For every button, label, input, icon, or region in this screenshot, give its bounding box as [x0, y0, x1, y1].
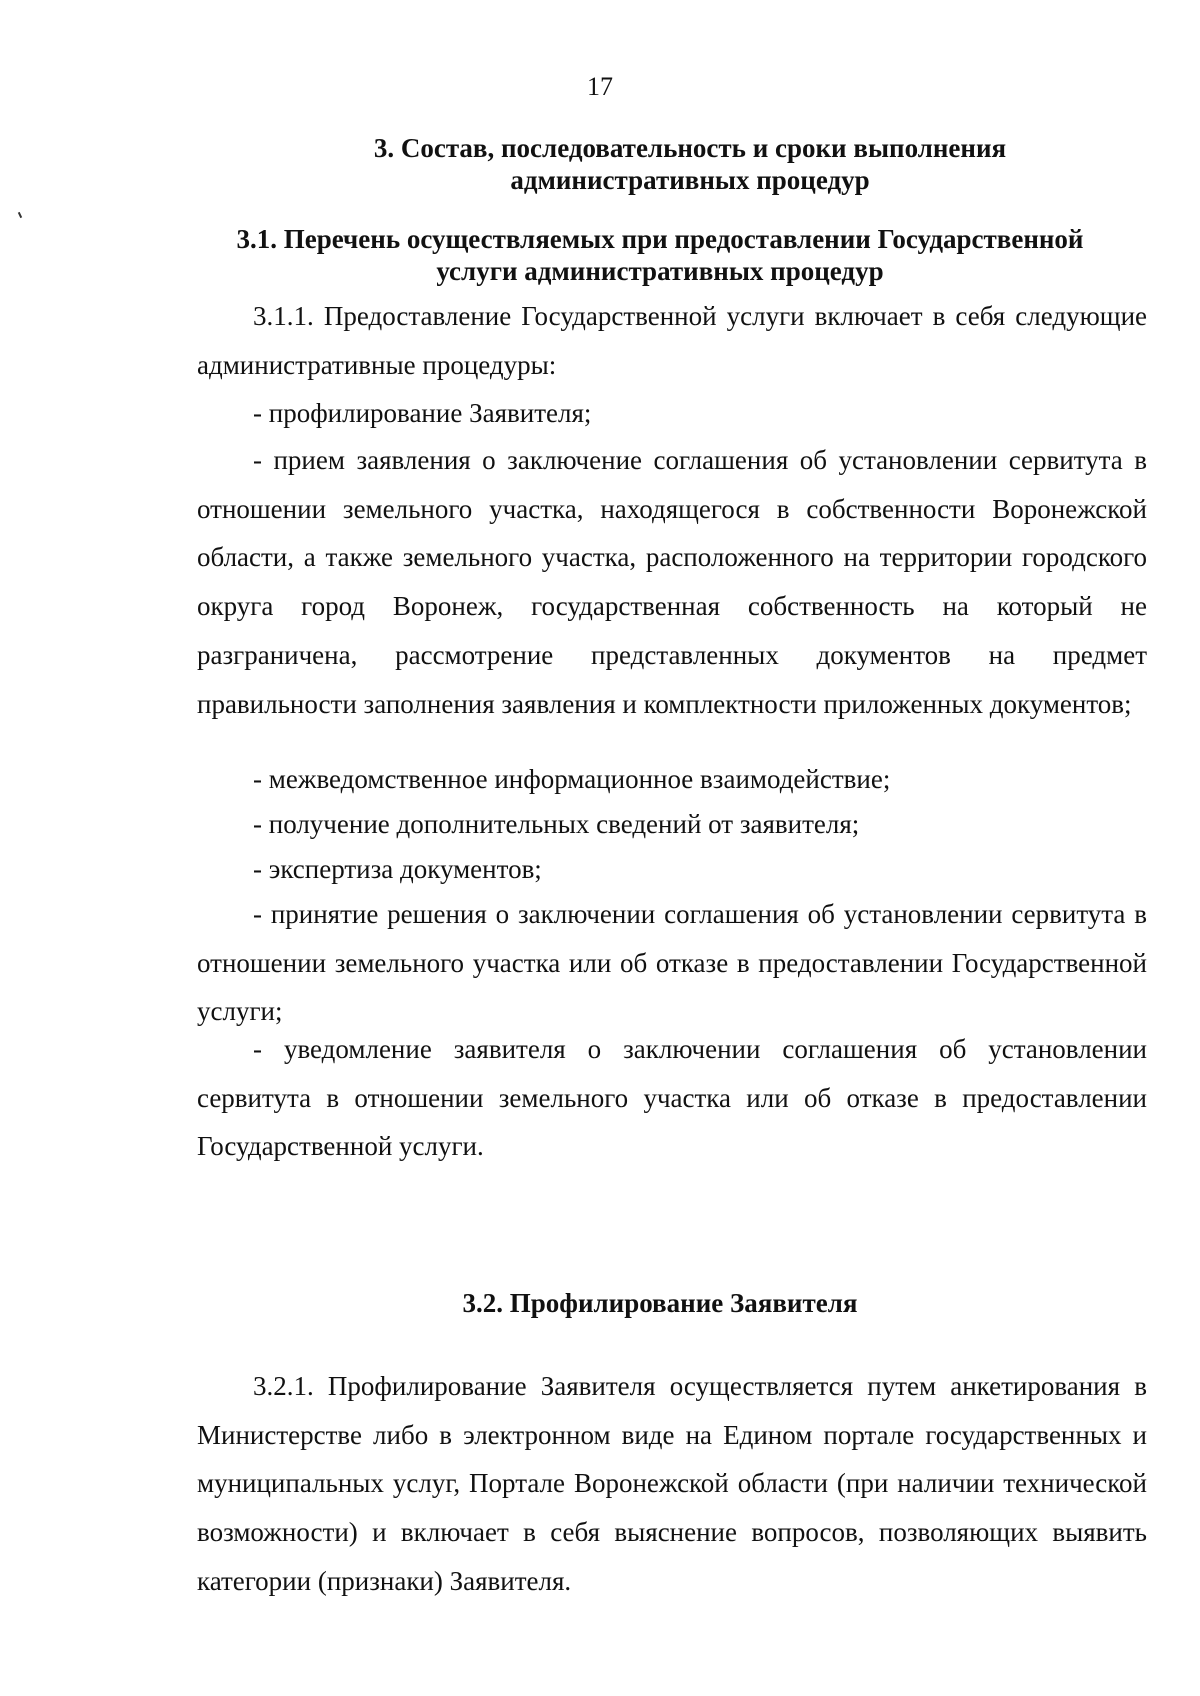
section-3-heading-line-2: административных процедур	[510, 165, 870, 195]
procedure-item-interagency: - межведомственное информационное взаимодействие;	[253, 764, 891, 794]
procedure-item-notification: - уведомление заявителя о заключении соглашения об установлении сервитута в отношении земельного участка или об отказе в предоставлении Государственной услуги.	[197, 1034, 1147, 1162]
section-3-heading	[340, 132, 1040, 196]
procedure-item-profiling: - профилирование Заявителя;	[253, 398, 592, 428]
subsection-3-2-heading: 3.2. Профилирование Заявителя	[462, 1288, 858, 1318]
subsection-3-1-heading	[195, 223, 1125, 287]
subsection-3-1-heading-line-2: услуги административных процедур	[436, 256, 884, 286]
procedure-item-application-intake: - прием заявления о заключение соглашения об установлении сервитута в отношении земельного участка, находящегося в собственности Воронежской области, а также земельного участка, расположенного на территории городского округа город Воронеж, государственная собственность на который не разграничена, рассмотрение представленных документов на предмет правильности заполнения заявления и комплектности приложенных документов;	[197, 445, 1147, 719]
subsection-3-1-heading-line-1: 3.1. Перечень осуществляемых при предоставлении Государственной	[236, 224, 1084, 254]
procedure-item-additional-info: - получение дополнительных сведений от заявителя;	[253, 809, 860, 839]
page-number: 17	[587, 72, 613, 101]
procedure-item-decision: - принятие решения о заключении соглашения об установлении сервитута в отношении земельного участка или об отказе в предоставлении Государственной услуги;	[197, 899, 1147, 1027]
paragraph-3-1-1: 3.1.1. Предоставление Государственной услуги включает в себя следующие административные процедуры:	[197, 301, 1147, 380]
scan-artifact-mark	[18, 212, 22, 218]
procedure-item-expertise: - экспертиза документов;	[253, 854, 542, 884]
section-3-heading-line-1: 3. Состав, последовательность и сроки выполнения	[373, 133, 1007, 163]
paragraph-3-2-1: 3.2.1. Профилирование Заявителя осуществляется путем анкетирования в Министерстве либо в электронном виде на Едином портале государственных и муниципальных услуг, Портале Воронежской области (при наличии технической возможности) и включает в себя выяснение вопросов, позволяющих выявить категории (признаки) Заявителя.	[197, 1371, 1147, 1596]
